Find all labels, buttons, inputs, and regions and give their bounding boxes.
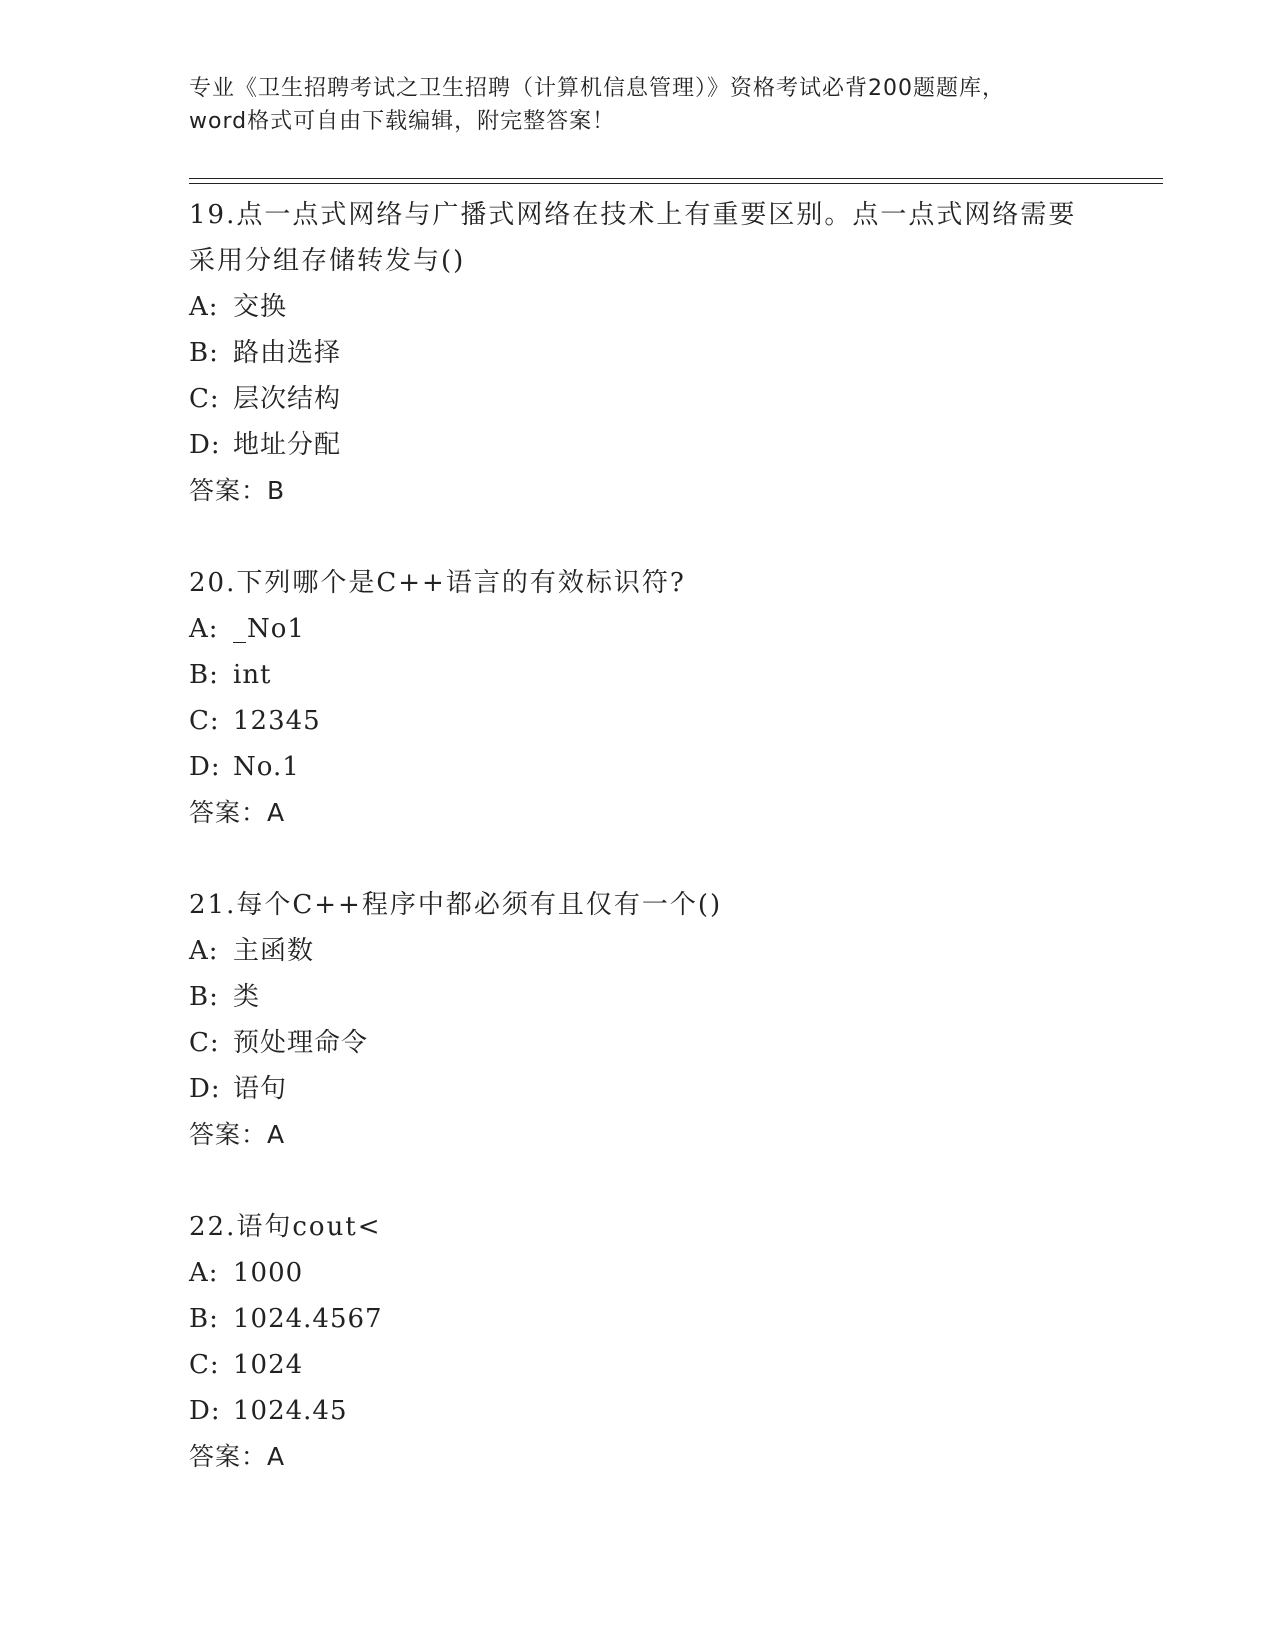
answer-line: 答案：A xyxy=(189,798,286,827)
option-d xyxy=(189,1066,1089,1112)
option-key: D: xyxy=(189,1074,221,1104)
option-key: A: xyxy=(189,1258,219,1288)
option-value: 路由选择 xyxy=(233,338,342,368)
option-key: B: xyxy=(189,982,219,1012)
option-a xyxy=(189,284,1089,330)
option-key: C: xyxy=(189,384,220,414)
option-c xyxy=(189,698,1089,744)
option-value: 语句 xyxy=(233,1074,288,1104)
option-c xyxy=(189,376,1089,422)
option-value: No.1 xyxy=(233,752,300,782)
option-key: A: xyxy=(189,614,219,644)
header-divider-bottom xyxy=(189,183,1163,184)
option-value: 1000 xyxy=(233,1258,304,1288)
question-list xyxy=(189,192,1089,1526)
option-d xyxy=(189,422,1089,468)
option-key: B: xyxy=(189,660,219,690)
option-b xyxy=(189,1296,1089,1342)
question-text: 22.语句cout< xyxy=(189,1212,382,1242)
option-key: D: xyxy=(189,752,221,782)
header-line-2: word格式可自由下载编辑，附完整答案！ xyxy=(189,109,616,134)
option-a xyxy=(189,928,1089,974)
option-d xyxy=(189,744,1089,790)
option-value: _No1 xyxy=(233,614,305,644)
question-20 xyxy=(189,560,1089,836)
option-b xyxy=(189,330,1089,376)
option-key: D: xyxy=(189,430,221,460)
option-b xyxy=(189,974,1089,1020)
document-header xyxy=(189,72,1089,138)
option-key: A: xyxy=(189,936,219,966)
question-19 xyxy=(189,192,1089,514)
option-value: 1024.45 xyxy=(233,1396,348,1426)
option-key: D: xyxy=(189,1396,221,1426)
option-value: 1024.4567 xyxy=(233,1304,383,1334)
question-text: 20.下列哪个是C++语言的有效标识符? xyxy=(189,568,686,598)
option-c xyxy=(189,1342,1089,1388)
question-22 xyxy=(189,1204,1089,1480)
option-value: 地址分配 xyxy=(233,430,342,460)
option-a xyxy=(189,606,1089,652)
answer-line: 答案：A xyxy=(189,1120,286,1149)
option-a xyxy=(189,1250,1089,1296)
option-d xyxy=(189,1388,1089,1434)
question-21 xyxy=(189,882,1089,1158)
header-divider-top xyxy=(189,178,1163,179)
option-key: A: xyxy=(189,292,219,322)
option-key: B: xyxy=(189,338,219,368)
option-value: 预处理命令 xyxy=(233,1028,369,1058)
option-value: 类 xyxy=(233,982,261,1012)
option-key: B: xyxy=(189,1304,219,1334)
option-key: C: xyxy=(189,1350,220,1380)
option-value: 1024 xyxy=(233,1350,304,1380)
option-value: 层次结构 xyxy=(233,384,342,414)
option-c xyxy=(189,1020,1089,1066)
option-key: C: xyxy=(189,1028,220,1058)
option-b xyxy=(189,652,1089,698)
option-value: int xyxy=(233,660,272,690)
option-key: C: xyxy=(189,706,220,736)
question-text: 19.点一点式网络与广播式网络在技术上有重要区别。点一点式网络需要采用分组存储转发与() xyxy=(189,200,1077,276)
option-value: 12345 xyxy=(233,706,321,736)
option-value: 主函数 xyxy=(233,936,315,966)
answer-line: 答案：A xyxy=(189,1442,286,1471)
header-line-1: 专业《卫生招聘考试之卫生招聘（计算机信息管理）》资格考试必背200题题库， xyxy=(189,76,1005,101)
question-text: 21.每个C++程序中都必须有且仅有一个() xyxy=(189,890,723,920)
option-value: 交换 xyxy=(233,292,288,322)
answer-line: 答案：B xyxy=(189,476,286,505)
